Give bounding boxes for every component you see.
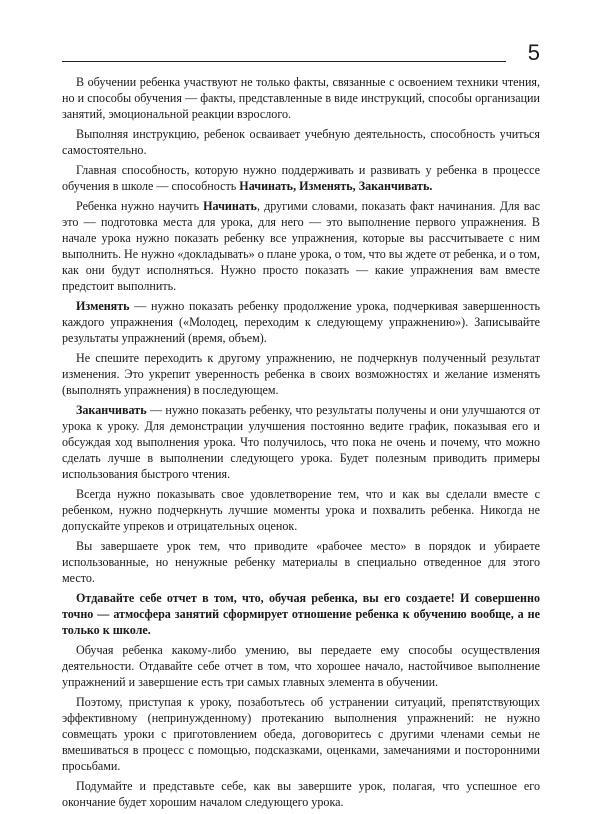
text-run: Поэтому, приступая к уроку, позаботьтесь об устранении ситуаций, препятствующих эффективному (непринужденному) протеканию выполнения упражнений: не нужно совмещать уроки с приготовлением обеда, договоритесь с другими членами семьи не вмешиваться в процесс с помощью, подсказками, оценками, замечаниями и посторонними просьбами. <box>62 695 540 773</box>
text-run: , другими словами, показать факт начинания. Для вас это — подготовка места для урока, для него — это выполнение первого упражнения. В начале урока нужно показать ребенку все упражнения, которые вы рассчитываете с ним выполнить. Не нужно «докладывать» о плане урока, о том, что вы ждете от ребенка, и о том, как они будут исполняться. Нужно просто показать — какие упражнения вам вместе предстоит выполнить. <box>62 199 540 293</box>
paragraph <box>62 74 540 122</box>
text-run: Вы завершаете урок тем, что приводите «рабочее место» в порядок и убираете использованные, но ненужные ребенку материалы в специально отведенное для этого место. <box>62 539 540 585</box>
paragraph <box>62 198 540 294</box>
bold-text: Начинать, Изменять, Заканчивать. <box>239 179 433 193</box>
paragraph <box>62 486 540 534</box>
bold-text: Начинать <box>203 199 257 213</box>
paragraph <box>62 538 540 586</box>
paragraph <box>62 402 540 482</box>
text-run: Ребенка нужно научить <box>76 199 204 213</box>
page-body <box>62 74 540 814</box>
bold-text: Заканчивать <box>76 403 147 417</box>
paragraph <box>62 642 540 690</box>
text-run: Обучая ребенка какому-либо умению, вы передаете ему способы осуществления деятельности. Отдавайте себе отчет в том, что хорошее начало, настойчивое выполнение упражнений и завершение есть три самых главных элемента в обучении. <box>62 643 540 689</box>
text-run: Выполняя инструкцию, ребенок осваивает учебную деятельность, способность учиться самостоятельно. <box>62 127 540 157</box>
text-run: В обучении ребенка участвуют не только факты, связанные с освоением техники чтения, но и способы обучения — факты, представленные в виде инструкций, способы организации занятий, эмоциональной реакции взрослого. <box>62 75 540 121</box>
text-run: Главная способность, которую нужно поддерживать и развивать у ребенка в процессе обучения в школе — способность <box>62 163 540 193</box>
text-run: Всегда нужно показывать свое удовлетворение тем, что и как вы сделали вместе с ребенком, нужно подчеркнуть лучшие моменты урока и похвалить ребенка. Никогда не допускайте упреков и отрицательных оценок. <box>62 487 540 533</box>
paragraph <box>62 350 540 398</box>
paragraph <box>62 694 540 774</box>
paragraph <box>62 126 540 158</box>
bold-text: Отдавайте себе отчет в том, что, обучая ребенка, вы его создаете! И совершенно точно — атмосфера занятий сформирует отношение ребенка к обучению вообще, а не только к школе. <box>62 591 540 637</box>
text-run: — нужно показать ребенку продолжение урока, подчеркивая завершенность каждого упражнения («Молодец, переходим к следующему упражнению»). Записывайте результаты упражнений (время, объем). <box>62 299 540 345</box>
header-rule <box>62 61 506 62</box>
paragraph <box>62 162 540 194</box>
paragraph <box>62 298 540 346</box>
paragraph <box>62 778 540 810</box>
page-header <box>62 40 540 70</box>
bold-text: Изменять <box>76 299 130 313</box>
paragraph <box>62 590 540 638</box>
page-number: 5 <box>527 40 540 65</box>
text-run: Подумайте и представьте себе, как вы завершите урок, полагая, что успешное его окончание будет хорошим началом следующего урока. <box>62 779 540 809</box>
text-run: Не спешите переходить к другому упражнению, не подчеркнув полученный результат изменения. Это укрепит уверенность ребенка в своих возможностях и желание изменять (выполнять упражнения) в последующем. <box>62 351 540 397</box>
text-run: — нужно показать ребенку, что результаты получены и они улучшаются от урока к уроку. Для демонстрации улучшения постоянно ведите график, показывая его и обсуждая ход выполнения урока. Что получилось, что пока не очень и почему, что можно сделать лучше в выполнении следующего урока. Будет полезным приводить примеры использования быстрого чтения. <box>62 403 540 481</box>
